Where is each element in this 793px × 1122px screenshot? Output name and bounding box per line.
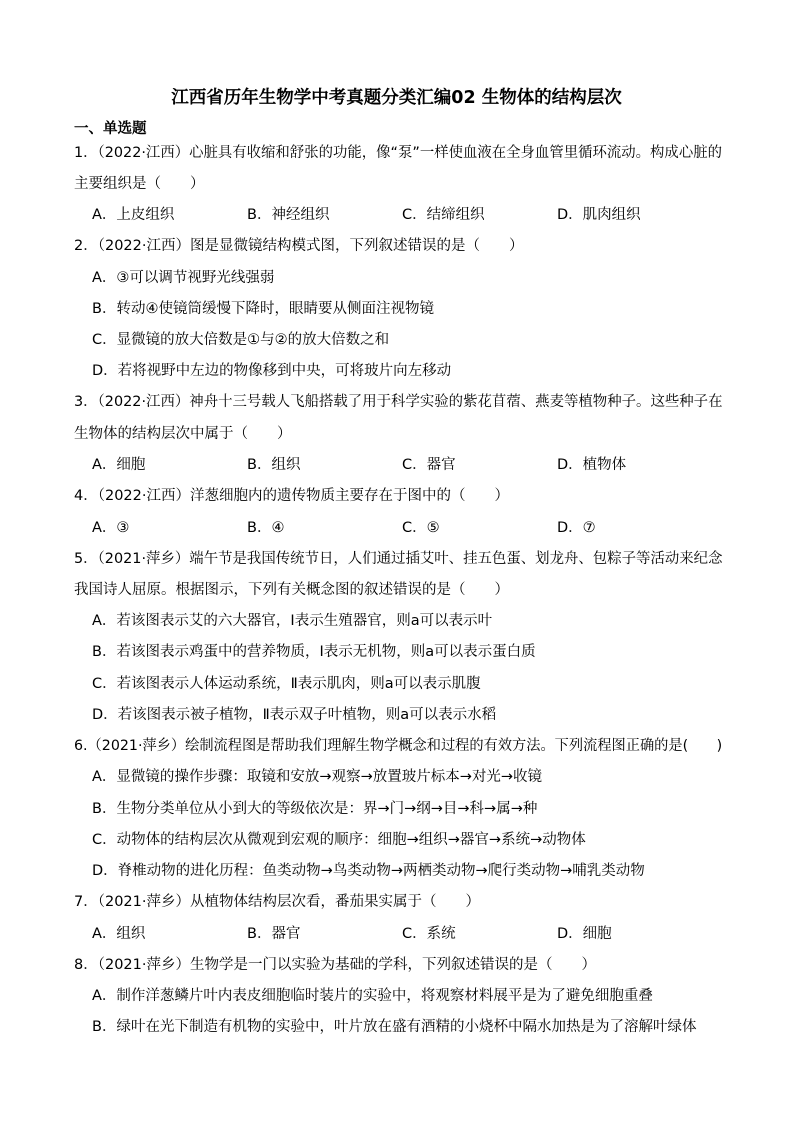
question-7-line-1: 7．（2021·萍乡）从植物体结构层次看，番茄果实属于（ ） [74,894,480,910]
question-5-option-b: B．若该图表示鸡蛋中的营养物质，Ⅰ表示无机物，则a可以表示蛋白质 [92,644,536,660]
question-5-option-d: D．若该图表示被子植物，Ⅱ表示双子叶植物，则a可以表示水稻 [92,707,497,723]
question-1-option-b: B．神经组织 [247,207,330,223]
question-3-line-1: 3．（2022·江西）神舟十三号载人飞船搭载了用于科学实验的紫花苜蓿、燕麦等植物种子。这些种子在 [74,394,723,410]
question-2-option-c: C．显微镜的放大倍数是①与②的放大倍数之和 [92,332,390,348]
question-5-option-a: A．若该图表示艾的六大器官，Ⅰ表示生殖器官，则a可以表示叶 [92,613,493,629]
question-8-line-1: 8．（2021·萍乡）生物学是一门以实验为基础的学科，下列叙述错误的是（ ） [74,957,596,973]
question-6-option-b: B．生物分类单位从小到大的等级依次是：界→门→纲→目→科→属→种 [92,801,538,817]
question-3-line-2: 生物体的结构层次中属于（ ） [74,426,292,442]
question-5-line-1: 5．（2021·萍乡）端午节是我国传统节日，人们通过插艾叶、挂五色蛋、划龙舟、包粽子等活动来纪念 [74,551,723,567]
question-4-option-c: C．⑤ [402,520,440,536]
question-7-option-a: A．组织 [92,926,146,942]
question-7-option-d: D．细胞 [557,926,612,942]
question-1-line-2: 主要组织是（ ） [74,176,205,192]
question-4-option-b: B．④ [247,520,285,536]
question-2-option-a: A．③可以调节视野光线强弱 [92,270,275,286]
question-1-option-c: C．结缔组织 [402,207,485,223]
question-8-option-b: B．绿叶在光下制造有机物的实验中，叶片放在盛有酒精的小烧杯中隔水加热是为了溶解叶绿体 [92,1019,697,1035]
question-1-line-1: 1．（2022·江西）心脏具有收缩和舒张的功能，像“泵”一样使血液在全身血管里循环流动。构成心脏的 [74,145,722,161]
question-4-option-a: A．③ [92,520,130,536]
question-4-line-1: 4．（2022·江西）洋葱细胞内的遗传物质主要存在于图中的（ ） [74,488,509,504]
question-3-option-d: D．植物体 [557,457,627,473]
question-6-option-c: C．动物体的结构层次从微观到宏观的顺序：细胞→组织→器官→系统→动物体 [92,832,586,848]
question-2-line-1: 2．（2022·江西）图是显微镜结构模式图，下列叙述错误的是（ ） [74,238,524,254]
question-3-option-a: A．细胞 [92,457,146,473]
question-1-option-d: D．肌肉组织 [557,207,641,223]
page-title: 江西省历年生物学中考真题分类汇编02 生物体的结构层次 [171,88,622,108]
question-3-option-c: C．器官 [402,457,456,473]
question-7-option-c: C．系统 [402,926,456,942]
question-4-option-d: D．⑦ [557,520,596,536]
question-6-option-a: A．显微镜的操作步骤：取镜和安放→观察→放置玻片标本→对光→收镜 [92,769,543,785]
question-2-option-b: B．转动④使镜筒缓慢下降时，眼睛要从侧面注视物镜 [92,301,434,317]
question-6-line-1: 6.（2021·萍乡）绘制流程图是帮助我们理解生物学概念和过程的有效方法。下列流程图正确的是( ) [74,738,723,754]
question-3-option-b: B．组织 [247,457,301,473]
question-2-option-d: D．若将视野中左边的物像移到中央，可将玻片向左移动 [92,363,452,379]
question-6-option-d: D．脊椎动物的进化历程：鱼类动物→鸟类动物→两栖类动物→爬行类动物→哺乳类动物 [92,863,645,879]
question-8-option-a: A．制作洋葱鳞片叶内表皮细胞临时装片的实验中，将观察材料展平是为了避免细胞重叠 [92,988,653,1004]
section-heading: 一、单选题 [74,121,147,137]
question-5-line-2: 我国诗人屈原。根据图示，下列有关概念图的叙述错误的是（ ） [74,582,509,598]
question-1-option-a: A．上皮组织 [92,207,175,223]
question-7-option-b: B．器官 [247,926,301,942]
question-5-option-c: C．若该图表示人体运动系统，Ⅱ表示肌肉，则a可以表示肌腹 [92,676,481,692]
